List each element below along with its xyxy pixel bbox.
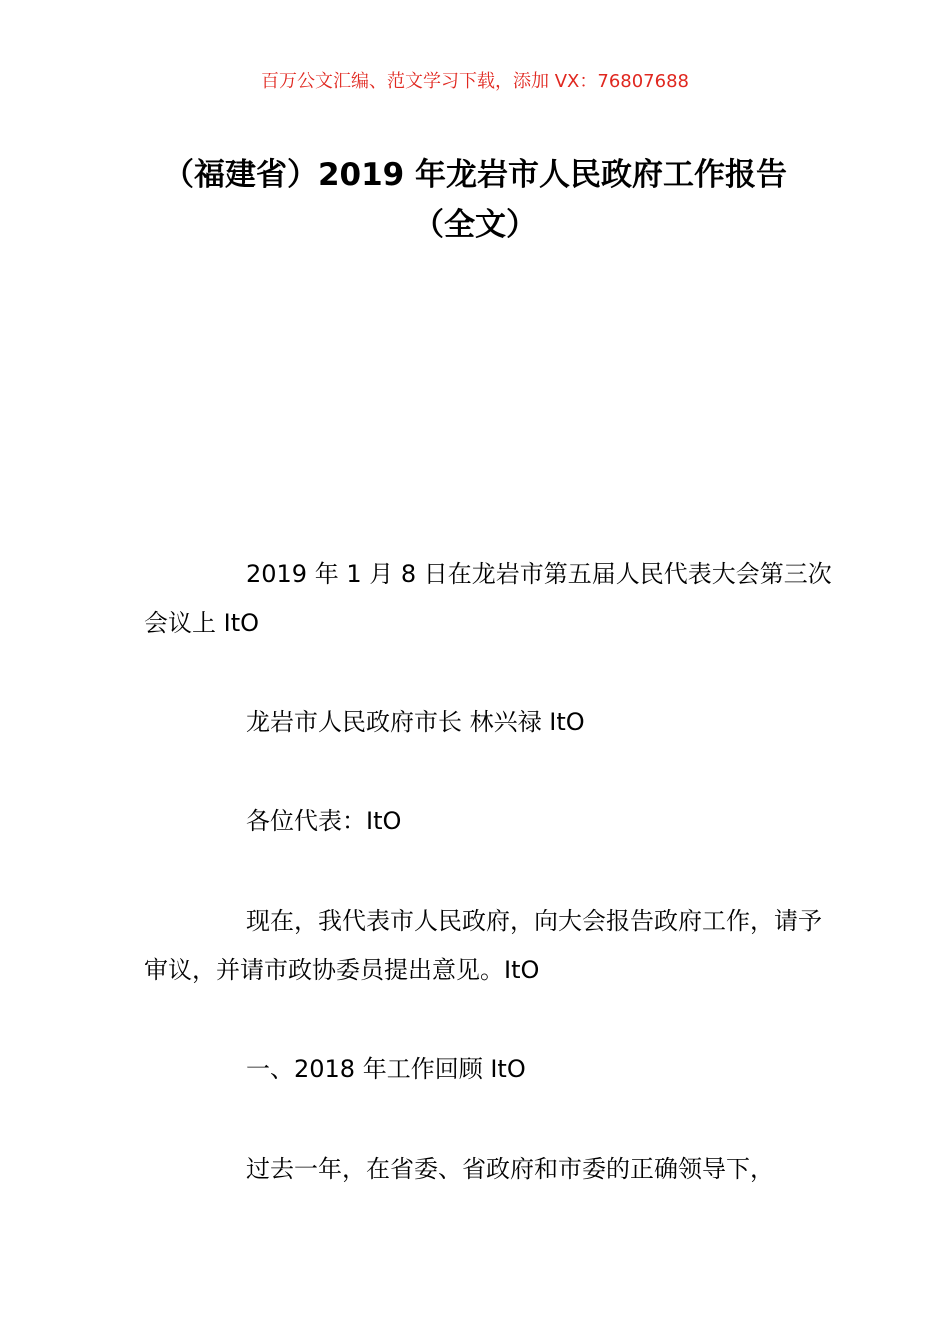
paragraph-salutation: 各位代表：ItO [246,807,402,835]
watermark-header: 百万公文汇编、范文学习下载，添加 VX：76807688 [261,71,689,92]
paragraph-body-start: 过去一年，在省委、省政府和市委的正确领导下， [246,1155,774,1183]
document-title: （福建省）2019 年龙岩市人民政府工作报告（全文） [162,157,788,243]
paragraph-intro: 现在，我代表市人民政府，向大会报告政府工作，请予审议，并请市政协委员提出意见。ItO [144,907,822,984]
paragraph-meeting-info: 2019 年 1 月 8 日在龙岩市第五届人民代表大会第三次会议上 ItO [144,560,832,637]
paragraph-speaker: 龙岩市人民政府市长 林兴禄 ItO [246,708,585,736]
section-heading: 一、2018 年工作回顾 ItO [246,1055,526,1083]
